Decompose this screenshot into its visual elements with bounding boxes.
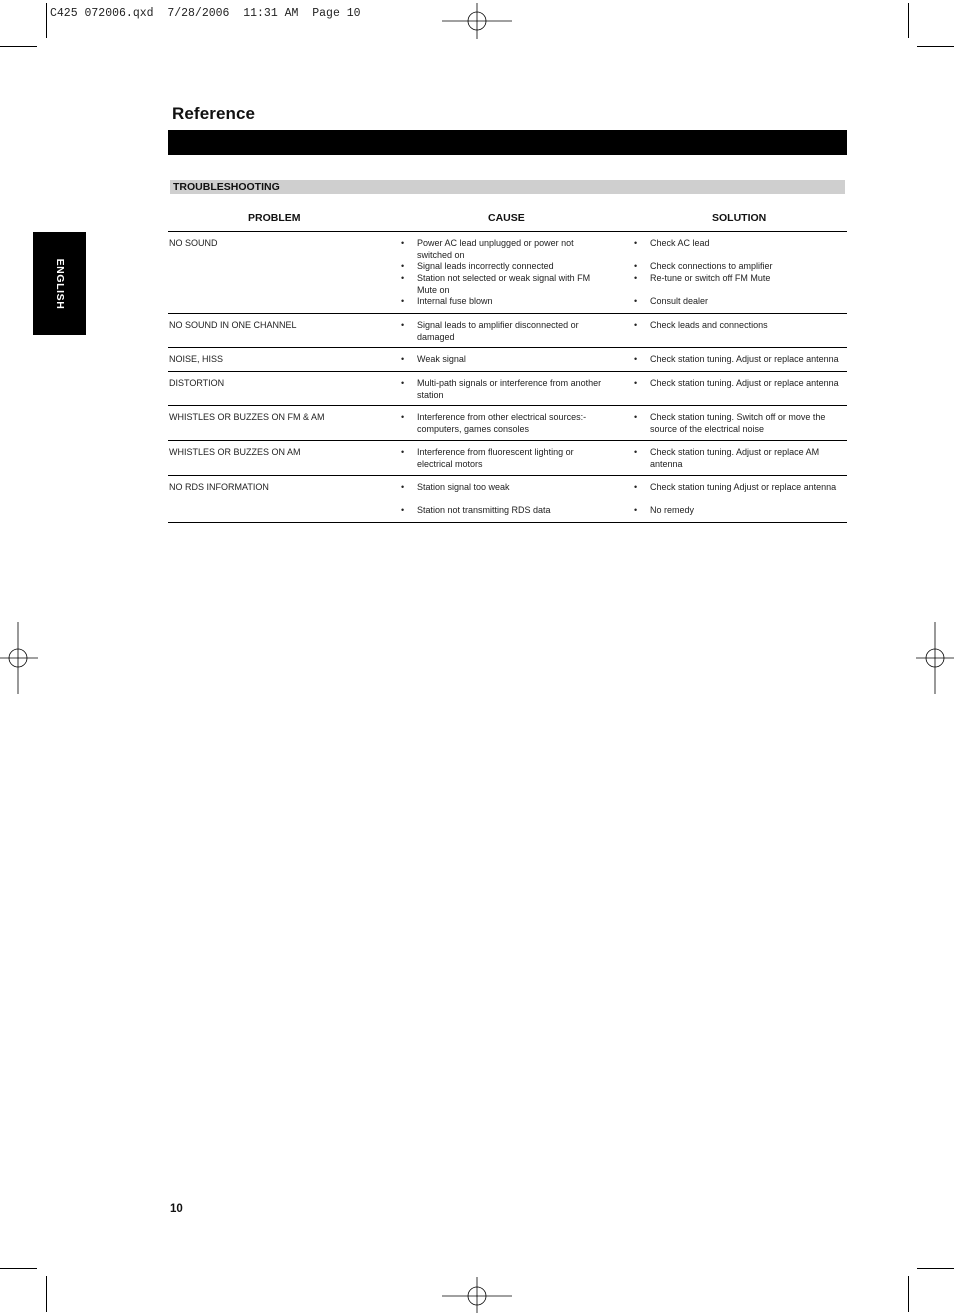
bullet-icon: •: [401, 261, 405, 271]
cause-text: Station not selected or weak signal with FM Mute on: [417, 273, 591, 295]
problem-cell: WHISTLES OR BUZZES ON AM: [169, 447, 301, 457]
bullet-icon: •: [401, 320, 405, 330]
cause-item: [401, 482, 611, 494]
registration-mark-icon: [916, 622, 954, 694]
bullet-icon: •: [634, 505, 638, 515]
cause-text: Station signal too weak: [417, 482, 510, 492]
table-row: [168, 406, 847, 441]
bullet-icon: •: [401, 505, 405, 515]
solution-text: Check station tuning Adjust or replace antenna: [650, 482, 837, 492]
solution-text: Check station tuning. Adjust or replace antenna: [650, 354, 839, 364]
bullet-icon: •: [401, 238, 405, 248]
solution-text: Check leads and connections: [650, 320, 768, 330]
solution-item: [634, 505, 847, 517]
crop-mark: [46, 1276, 47, 1312]
problem-cell: NO SOUND IN ONE CHANNEL: [169, 320, 297, 330]
table-body: [168, 232, 847, 523]
solution-text: Check connections to amplifier: [650, 261, 773, 271]
table-row: [168, 372, 847, 406]
section-title: TROUBLESHOOTING: [173, 181, 280, 193]
solution-item: [634, 320, 847, 332]
column-header-solution: SOLUTION: [712, 212, 767, 224]
solution-item: [634, 273, 847, 285]
solution-text: No remedy: [650, 505, 695, 515]
table-header: [168, 206, 847, 232]
cause-item: [401, 261, 611, 273]
solution-item: [634, 354, 847, 366]
bullet-icon: •: [634, 261, 638, 271]
cause-item: [401, 505, 611, 517]
table-row: [168, 314, 847, 348]
solution-item: [634, 447, 847, 470]
cause-item: [401, 378, 611, 401]
column-header-problem: PROBLEM: [248, 212, 301, 224]
cause-item: [401, 412, 611, 435]
cause-item: [401, 238, 611, 261]
slug-line: C425 072006.qxd 7/28/2006 11:31 AM Page 10: [50, 7, 361, 20]
cause-text: Weak signal: [417, 354, 466, 364]
bullet-icon: •: [401, 354, 405, 364]
bullet-icon: •: [401, 296, 405, 306]
solution-text: Re-tune or switch off FM Mute: [650, 273, 771, 283]
table-row: [168, 476, 847, 523]
page-number: 10: [170, 1203, 183, 1215]
registration-mark-icon: [442, 1277, 512, 1313]
solution-item: [634, 412, 847, 435]
solution-item: [634, 238, 847, 250]
problem-cell: DISTORTION: [169, 378, 225, 388]
cause-text: Interference from fluorescent lighting or electrical motors: [417, 447, 574, 469]
crop-mark: [908, 3, 909, 38]
registration-mark-icon: [0, 622, 38, 694]
crop-mark: [0, 46, 37, 47]
language-tab: [33, 232, 86, 335]
crop-mark: [46, 3, 47, 38]
bullet-icon: •: [634, 320, 638, 330]
cause-text: Signal leads incorrectly connected: [417, 261, 554, 271]
bullet-icon: •: [634, 482, 638, 492]
bullet-icon: •: [634, 273, 638, 283]
cause-text: Interference from other electrical sources:- computers, games consoles: [417, 412, 587, 434]
table-row: [168, 441, 847, 476]
problem-cell: NO RDS INFORMATION: [169, 482, 269, 492]
solution-text: Check station tuning. Adjust or replace AM antenna: [650, 447, 820, 469]
solution-item: [634, 261, 847, 273]
cause-text: Multi-path signals or interference from another station: [417, 378, 602, 400]
bullet-icon: •: [401, 378, 405, 388]
solution-item: [634, 378, 847, 390]
solution-item: [634, 296, 847, 308]
bullet-icon: •: [634, 296, 638, 306]
cause-item: [401, 273, 611, 296]
column-header-cause: CAUSE: [488, 212, 525, 224]
header-rule: [168, 130, 847, 155]
table-row: [168, 348, 847, 372]
problem-cell: WHISTLES OR BUZZES ON FM & AM: [169, 412, 325, 422]
language-tab-label: ENGLISH: [53, 258, 66, 309]
crop-mark: [917, 46, 954, 47]
bullet-icon: •: [401, 273, 405, 283]
cause-item: [401, 320, 611, 343]
bullet-icon: •: [401, 412, 405, 422]
cause-text: Power AC lead unplugged or power not switched on: [417, 238, 574, 260]
bullet-icon: •: [401, 482, 405, 492]
cause-text: Signal leads to amplifier disconnected or damaged: [417, 320, 579, 342]
solution-text: Consult dealer: [650, 296, 709, 306]
problem-cell: NO SOUND: [169, 238, 218, 248]
page-title: Reference: [172, 104, 256, 123]
troubleshooting-table: [168, 206, 847, 523]
solution-item: [634, 482, 847, 494]
bullet-icon: •: [634, 238, 638, 248]
bullet-icon: •: [401, 447, 405, 457]
cause-item: [401, 296, 611, 308]
cause-text: Station not transmitting RDS data: [417, 505, 551, 515]
crop-mark: [917, 1268, 954, 1269]
registration-mark-icon: [442, 3, 512, 39]
section-header: [170, 180, 845, 194]
solution-text: Check AC lead: [650, 238, 710, 248]
bullet-icon: •: [634, 447, 638, 457]
solution-text: Check station tuning. Adjust or replace antenna: [650, 378, 839, 388]
bullet-icon: •: [634, 412, 638, 422]
cause-item: [401, 354, 611, 366]
bullet-icon: •: [634, 354, 638, 364]
cause-text: Internal fuse blown: [417, 296, 493, 306]
table-row: [168, 232, 847, 314]
problem-cell: NOISE, HISS: [169, 354, 224, 364]
solution-text: Check station tuning. Switch off or move the source of the electrical noise: [650, 412, 826, 434]
crop-mark: [908, 1276, 909, 1312]
crop-mark: [0, 1268, 37, 1269]
cause-item: [401, 447, 611, 470]
bullet-icon: •: [634, 378, 638, 388]
